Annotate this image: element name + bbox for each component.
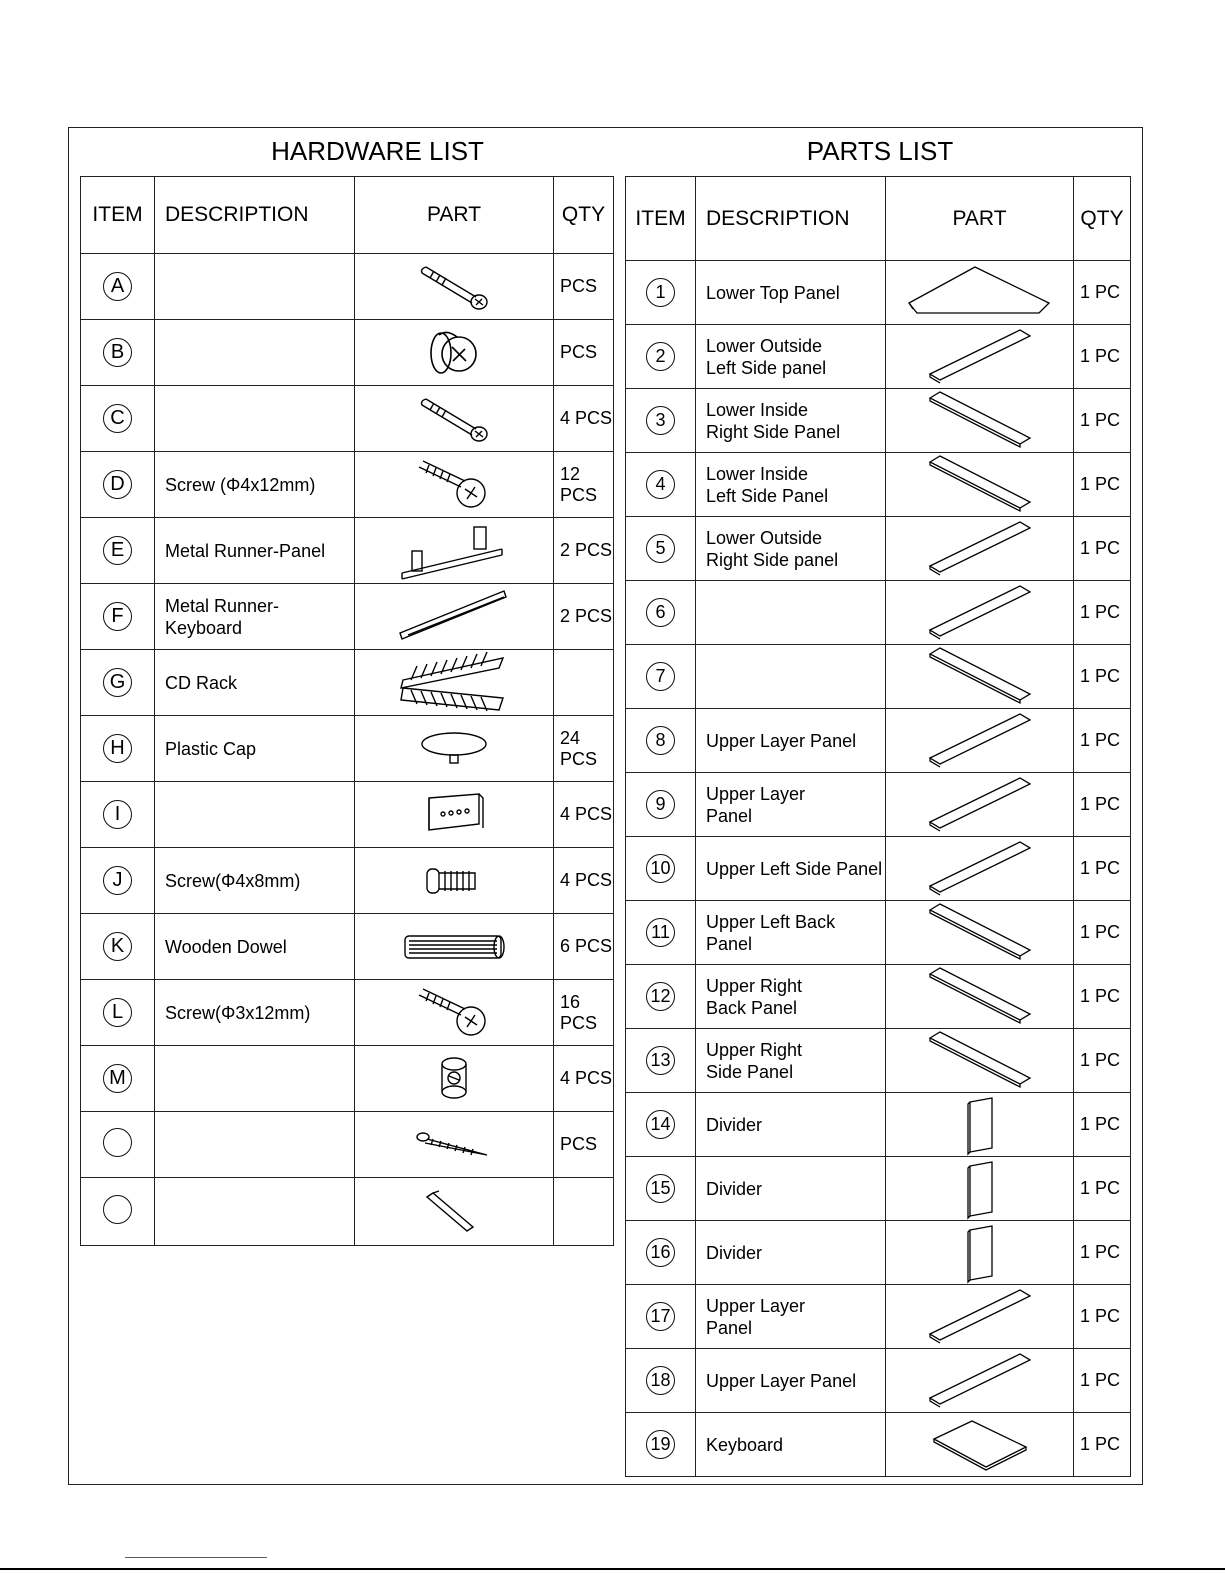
parts-table [625, 176, 1131, 1477]
qty-cell: 1 PC [1074, 1093, 1131, 1157]
description-cell [696, 1093, 886, 1157]
item-letter: F [103, 602, 132, 631]
part-cell [355, 716, 554, 782]
qty-cell: 1 PC [1074, 1413, 1131, 1477]
qty-cell: 1 PC [1074, 1029, 1131, 1093]
description-cell [696, 581, 886, 645]
item-cell [626, 261, 696, 325]
description-line-2: Panel [706, 1317, 753, 1338]
part-cell [355, 452, 554, 518]
item-number: 10 [646, 854, 675, 883]
description-line-1: Divider [706, 1242, 763, 1263]
item-letter: A [103, 272, 132, 301]
anchor-screw-icon [355, 983, 553, 1043]
qty-cell: 4 PCS [554, 848, 614, 914]
qty-cell [554, 1178, 614, 1246]
item-letter: B [103, 338, 132, 367]
divider-icon [886, 1222, 1073, 1284]
parts-row [626, 1157, 1131, 1221]
description-cell: Screw(Φ3x12mm) [155, 980, 355, 1046]
parts-row [626, 965, 1131, 1029]
description-line-1: Upper Right [706, 975, 803, 996]
part-cell [886, 389, 1074, 453]
description-cell [696, 837, 886, 901]
hardware-row [81, 1112, 614, 1178]
divider-icon [886, 1094, 1073, 1156]
description-line-1: Upper Layer Panel [706, 1370, 857, 1391]
parts-row [626, 517, 1131, 581]
header-item: ITEM [81, 177, 155, 254]
item-cell [626, 709, 696, 773]
runner-keyboard-icon [355, 587, 553, 647]
item-number: 9 [646, 790, 675, 819]
cam-bolt-icon [355, 259, 553, 314]
part-cell [886, 1157, 1074, 1221]
board-icon [886, 966, 1073, 1028]
qty-cell: 16 PCS [554, 980, 614, 1046]
part-cell [355, 650, 554, 716]
cd-rack-icon [355, 652, 553, 714]
item-cell [81, 914, 155, 980]
description-cell [696, 261, 886, 325]
parts-row [626, 581, 1131, 645]
header-description: DESCRIPTION [155, 177, 355, 254]
part-cell [355, 980, 554, 1046]
item-cell [626, 1221, 696, 1285]
item-letter: H [103, 734, 132, 763]
board-icon [886, 1286, 1073, 1348]
description-cell [696, 453, 886, 517]
qty-cell: PCS [554, 1112, 614, 1178]
item-number: 1 [646, 278, 675, 307]
item-cell [626, 389, 696, 453]
item-cell [626, 1029, 696, 1093]
qty-cell: 1 PC [1074, 645, 1131, 709]
description-cell [696, 901, 886, 965]
part-cell [886, 901, 1074, 965]
qty-cell: 1 PC [1074, 1285, 1131, 1349]
description-cell [696, 1413, 886, 1477]
description-line-2: Back Panel [706, 997, 798, 1018]
item-cell [626, 837, 696, 901]
item-cell [81, 452, 155, 518]
barrel-nut-icon [355, 1054, 553, 1104]
description-cell: CD Rack [155, 650, 355, 716]
board-icon [886, 1030, 1073, 1092]
item-letter: C [103, 404, 132, 433]
part-cell [355, 584, 554, 650]
runner-panel-icon [355, 521, 553, 581]
item-cell [81, 1112, 155, 1178]
description-cell: Screw (Φ4x12mm) [155, 452, 355, 518]
description-cell [696, 645, 886, 709]
plastic-cap-icon [355, 729, 553, 769]
description-line-1: Upper Right [706, 1039, 803, 1060]
item-number: 3 [646, 406, 675, 435]
item-cell [626, 965, 696, 1029]
qty-cell: 24 PCS [554, 716, 614, 782]
hardware-row [81, 848, 614, 914]
qty-cell: PCS [554, 254, 614, 320]
qty-cell: 1 PC [1074, 1221, 1131, 1285]
description-cell: Screw(Φ4x8mm) [155, 848, 355, 914]
hardware-row [81, 452, 614, 518]
item-number: 16 [646, 1238, 675, 1267]
item-cell [626, 645, 696, 709]
qty-cell: 1 PC [1074, 261, 1131, 325]
parts-row [626, 1413, 1131, 1477]
description-line-1: Lower Outside [706, 335, 823, 356]
item-number: 2 [646, 342, 675, 371]
qty-cell: 1 PC [1074, 1349, 1131, 1413]
part-cell [886, 837, 1074, 901]
item-letter: K [103, 932, 132, 961]
item-number: 18 [646, 1366, 675, 1395]
description-cell [696, 325, 886, 389]
parts-row [626, 837, 1131, 901]
item-letter: E [103, 536, 132, 565]
part-cell [886, 1221, 1074, 1285]
parts-row [626, 453, 1131, 517]
hardware-row [81, 980, 614, 1046]
board-icon [886, 838, 1073, 900]
part-cell [886, 1029, 1074, 1093]
description-line-1: Upper Left Side Panel [706, 858, 883, 879]
cam-bolt-icon [355, 391, 553, 446]
part-cell [886, 1093, 1074, 1157]
description-cell [155, 320, 355, 386]
part-cell [355, 1112, 554, 1178]
item-cell [81, 1046, 155, 1112]
qty-cell: 1 PC [1074, 453, 1131, 517]
part-cell [355, 1178, 554, 1246]
qty-cell: 1 PC [1074, 581, 1131, 645]
header-qty: QTY [554, 177, 614, 254]
item-number: 12 [646, 982, 675, 1011]
short-screw-icon [355, 861, 553, 901]
description-cell [155, 386, 355, 452]
description-line-1: Lower Inside [706, 463, 809, 484]
qty-cell: 4 PCS [554, 1046, 614, 1112]
qty-cell: 1 PC [1074, 325, 1131, 389]
item-cell [626, 1413, 696, 1477]
dowel-icon [355, 930, 553, 964]
allen-key-icon [355, 1187, 553, 1237]
qty-cell: 6 PCS [554, 914, 614, 980]
part-cell [355, 320, 554, 386]
hardware-row [81, 650, 614, 716]
item-cell [626, 1093, 696, 1157]
description-cell [696, 1285, 886, 1349]
hardware-row [81, 254, 614, 320]
qty-cell: 1 PC [1074, 837, 1131, 901]
item-cell [81, 848, 155, 914]
part-cell [355, 848, 554, 914]
hardware-row [81, 584, 614, 650]
item-cell [626, 453, 696, 517]
item-number: 11 [646, 918, 675, 947]
part-cell [355, 914, 554, 980]
item-number: 17 [646, 1302, 675, 1331]
header-item: ITEM [626, 177, 696, 261]
parts-row [626, 1349, 1131, 1413]
hardware-row [81, 320, 614, 386]
board-icon [886, 646, 1073, 708]
description-line-1: Upper Layer [706, 1295, 806, 1316]
item-cell [81, 518, 155, 584]
description-cell [155, 1178, 355, 1246]
item-letter: J [103, 866, 132, 895]
board-icon [886, 710, 1073, 772]
hardware-row [81, 782, 614, 848]
description-line-2: Right Side panel [706, 549, 839, 570]
item-number: 15 [646, 1174, 675, 1203]
description-line-1: Divider [706, 1178, 763, 1199]
hardware-row [81, 386, 614, 452]
item-number: 6 [646, 598, 675, 627]
header-qty: QTY [1074, 177, 1131, 261]
item-cell [81, 650, 155, 716]
description-line-2: Panel [706, 805, 753, 826]
page-bottom-rule [0, 1568, 1225, 1570]
item-letter: M [103, 1064, 132, 1093]
description-cell: Metal Runner-Panel [155, 518, 355, 584]
description-cell [696, 389, 886, 453]
item-cell [81, 1178, 155, 1246]
description-cell [155, 782, 355, 848]
part-cell [355, 518, 554, 584]
parts-row [626, 901, 1131, 965]
parts-row [626, 1221, 1131, 1285]
item-letter: G [103, 668, 132, 697]
item-number: 19 [646, 1430, 675, 1459]
item-cell [626, 581, 696, 645]
qty-cell: 2 PCS [554, 518, 614, 584]
parts-row [626, 389, 1131, 453]
parts-row [626, 1093, 1131, 1157]
item-cell [81, 320, 155, 386]
description-cell [696, 965, 886, 1029]
item-number: 4 [646, 470, 675, 499]
item-number: 5 [646, 534, 675, 563]
part-cell [355, 1046, 554, 1112]
board-icon [886, 902, 1073, 964]
item-cell [626, 901, 696, 965]
board-icon [886, 518, 1073, 580]
board-icon [886, 390, 1073, 452]
part-cell [886, 1413, 1074, 1477]
bracket-icon [355, 790, 553, 840]
part-cell [355, 386, 554, 452]
description-cell [696, 517, 886, 581]
board-icon [886, 582, 1073, 644]
item-cell [81, 980, 155, 1046]
qty-cell: 1 PC [1074, 965, 1131, 1029]
board-icon [886, 326, 1073, 388]
item-cell [626, 1157, 696, 1221]
part-cell [886, 517, 1074, 581]
part-cell [886, 1349, 1074, 1413]
header-description: DESCRIPTION [696, 177, 886, 261]
item-cell [626, 773, 696, 837]
board-icon [886, 454, 1073, 516]
qty-cell: 1 PC [1074, 901, 1131, 965]
item-letter: L [103, 998, 132, 1027]
item-cell [626, 517, 696, 581]
parts-row [626, 325, 1131, 389]
part-cell [886, 773, 1074, 837]
description-line-2: Left Side panel [706, 357, 827, 378]
part-cell [886, 965, 1074, 1029]
item-cell [626, 1285, 696, 1349]
qty-cell: 1 PC [1074, 517, 1131, 581]
qty-cell: 12 PCS [554, 452, 614, 518]
description-cell [696, 1029, 886, 1093]
part-cell [886, 581, 1074, 645]
part-cell [886, 453, 1074, 517]
item-letter [103, 1128, 132, 1157]
parts-row [626, 1029, 1131, 1093]
description-line-1: Upper Layer Panel [706, 730, 857, 751]
item-cell [626, 325, 696, 389]
corner-top-panel-icon [886, 263, 1073, 323]
qty-cell: 4 PCS [554, 386, 614, 452]
hardware-row [81, 1178, 614, 1246]
description-line-2: Side Panel [706, 1061, 794, 1082]
description-cell: Metal Runner-Keyboard [155, 584, 355, 650]
wood-screw-icon [355, 1125, 553, 1165]
part-cell [886, 1285, 1074, 1349]
qty-cell: 1 PC [1074, 389, 1131, 453]
parts-row [626, 645, 1131, 709]
description-line-1: Upper Left Back Panel [706, 911, 836, 954]
description-line-1: Upper Layer [706, 783, 806, 804]
description-cell [155, 1112, 355, 1178]
description-cell [696, 709, 886, 773]
description-line-1: Keyboard [706, 1434, 784, 1455]
board-icon [886, 1350, 1073, 1412]
part-cell [886, 709, 1074, 773]
item-cell [626, 1349, 696, 1413]
description-line-1: Divider [706, 1114, 763, 1135]
footer-link-underline [125, 1557, 267, 1558]
qty-cell: PCS [554, 320, 614, 386]
qty-cell: 4 PCS [554, 782, 614, 848]
parts-row [626, 1285, 1131, 1349]
description-line-1: Lower Outside [706, 527, 823, 548]
item-number: 14 [646, 1110, 675, 1139]
description-line-1: Lower Top Panel [706, 282, 840, 303]
part-cell [886, 261, 1074, 325]
board-icon [886, 774, 1073, 836]
description-line-1: Lower Inside [706, 399, 809, 420]
part-cell [355, 254, 554, 320]
parts-list-title: PARTS LIST [806, 136, 954, 166]
description-cell [155, 254, 355, 320]
qty-cell: 2 PCS [554, 584, 614, 650]
anchor-screw-icon [355, 455, 553, 515]
item-cell [81, 386, 155, 452]
description-cell [696, 773, 886, 837]
description-cell [696, 1157, 886, 1221]
item-number: 8 [646, 726, 675, 755]
item-number: 7 [646, 662, 675, 691]
hardware-row [81, 914, 614, 980]
item-cell [81, 716, 155, 782]
hardware-row [81, 716, 614, 782]
description-line-2: Left Side Panel [706, 485, 829, 506]
part-cell [886, 325, 1074, 389]
cam-lock-icon [355, 325, 553, 380]
qty-cell: 1 PC [1074, 709, 1131, 773]
item-number: 13 [646, 1046, 675, 1075]
item-letter [103, 1195, 132, 1224]
item-cell [81, 584, 155, 650]
description-cell: Wooden Dowel [155, 914, 355, 980]
part-cell [355, 782, 554, 848]
qty-cell [554, 650, 614, 716]
hardware-table [80, 176, 614, 1246]
header-part: PART [355, 177, 554, 254]
hardware-row [81, 1046, 614, 1112]
item-cell [81, 254, 155, 320]
description-cell [696, 1221, 886, 1285]
header-part: PART [886, 177, 1074, 261]
item-cell [81, 782, 155, 848]
parts-row [626, 261, 1131, 325]
item-letter: D [103, 470, 132, 499]
description-cell: Plastic Cap [155, 716, 355, 782]
parts-row [626, 773, 1131, 837]
part-cell [886, 645, 1074, 709]
hardware-row [81, 518, 614, 584]
description-cell [155, 1046, 355, 1112]
item-letter: I [103, 800, 132, 829]
parts-row [626, 709, 1131, 773]
description-line-2: Right Side Panel [706, 421, 841, 442]
divider-icon [886, 1158, 1073, 1220]
hardware-list-title: HARDWARE LIST [271, 136, 484, 166]
qty-cell: 1 PC [1074, 1157, 1131, 1221]
description-cell [696, 1349, 886, 1413]
qty-cell: 1 PC [1074, 773, 1131, 837]
keyboard-panel-icon [886, 1417, 1073, 1473]
